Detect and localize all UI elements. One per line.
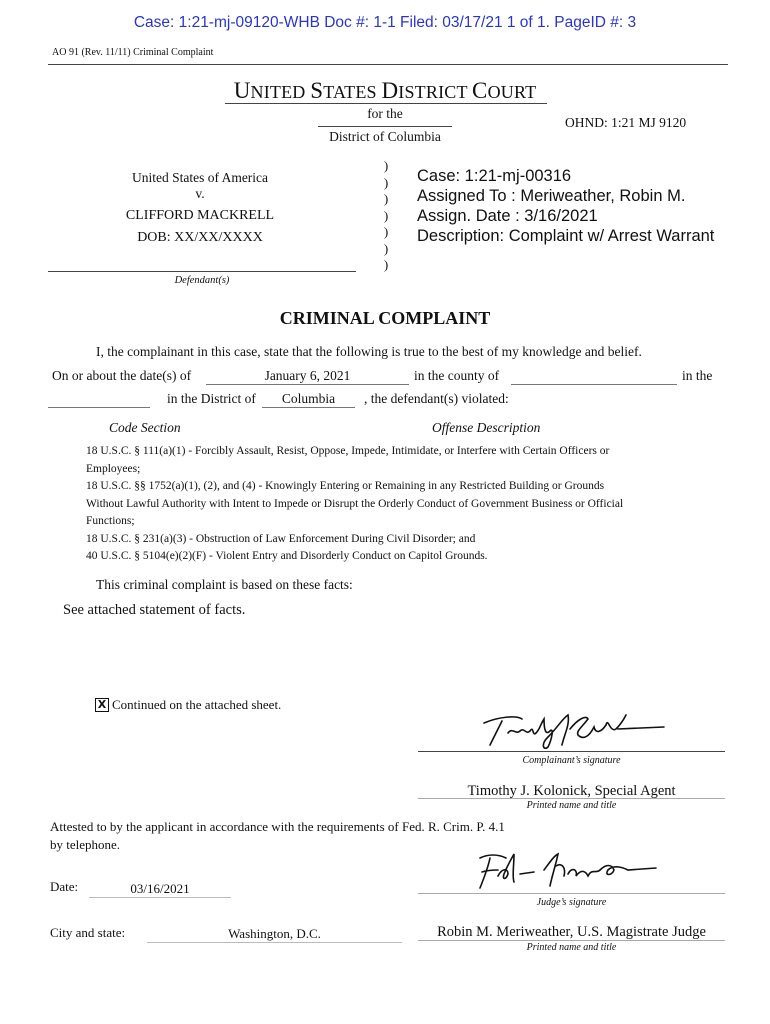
complaint-intro: I, the complainant in this case, state that the following is true to the best of my knowledge and belief. xyxy=(96,344,642,359)
county-field xyxy=(511,368,677,385)
assigned-to: Assigned To : Meriweather, Robin M. xyxy=(417,187,686,205)
offense-list xyxy=(86,443,696,566)
county-label: in the county of xyxy=(414,368,500,383)
judge-printed-name-label: Printed name and title xyxy=(526,942,617,953)
offense-line: Without Lawful Authority with Intent to Impede or Disrupt the Orderly Conduct of Government Business or Official xyxy=(86,497,624,510)
code-section-header: Code Section xyxy=(109,420,181,435)
assign-date: Assign. Date : 3/16/2021 xyxy=(417,207,598,225)
continued-label: Continued on the attached sheet. xyxy=(112,697,282,712)
document-title: CRIMINAL COMPLAINT xyxy=(279,308,491,328)
versus-label: v. xyxy=(195,186,205,201)
header-divider xyxy=(48,64,728,65)
district-name: District of Columbia xyxy=(329,129,441,144)
offense-line: Functions; xyxy=(86,515,135,527)
date-label: Date: xyxy=(50,879,79,894)
based-on-facts-label: This criminal complaint is based on these facts: xyxy=(96,577,353,592)
offense-line: 18 U.S.C. § 111(a)(1) - Forcibly Assault, Resist, Oppose, Impede, Intimidate, or Interfere with Certain Officers or xyxy=(86,445,610,457)
caption-parentheses: ) ) ) ) ) ) ) xyxy=(383,158,389,272)
offense-description-header: Offense Description xyxy=(432,420,541,435)
complainant-signature-line xyxy=(418,751,725,752)
defendant-dob: DOB: XX/XX/XXXX xyxy=(137,230,263,245)
district-field: Columbia xyxy=(262,391,355,408)
complainant-name: Timothy J. Kolonick, Special Agent xyxy=(467,783,676,799)
offense-line: 18 U.S.C. §§ 1752(a)(1), (2), and (4) - Knowingly Entering or Remaining in any Restricted Building or Grounds xyxy=(86,480,605,492)
defendant-name: CLIFFORD MACKRELL xyxy=(125,208,275,223)
violated-label: , the defendant(s) violated: xyxy=(364,391,509,406)
defendant-label: Defendant(s) xyxy=(174,275,230,286)
case-number: Case: 1:21-mj-00316 xyxy=(417,167,572,185)
offense-line: 40 U.S.C. § 5104(e)(2)(F) - Violent Entry and Disorderly Conduct on Capitol Grounds. xyxy=(86,550,488,562)
district-of-label: in the District of xyxy=(167,391,256,406)
district-line xyxy=(318,126,452,127)
offense-date-field: January 6, 2021 xyxy=(206,368,409,385)
signing-date-field: 03/16/2021 xyxy=(89,881,231,898)
on-or-about-label: On or about the date(s) of xyxy=(52,368,192,383)
offense-line: 18 U.S.C. § 231(a)(3) - Obstruction of Law Enforcement During Civil Disorder; and xyxy=(86,532,476,545)
judge-name: Robin M. Meriweather, U.S. Magistrate Judge xyxy=(437,924,706,940)
form-identifier: AO 91 (Rev. 11/11) Criminal Complaint xyxy=(52,47,214,58)
filing-stamp: Case: 1:21-mj-09120-WHB Doc #: 1-1 Filed: 03/17/21 1 of 1. PageID #: 3 xyxy=(133,14,637,31)
offense-line: Employees; xyxy=(86,462,141,475)
complainant-name-line xyxy=(418,798,725,799)
in-the-label: in the xyxy=(682,368,713,383)
judge-signature xyxy=(472,846,662,894)
facts-statement: See attached statement of facts. xyxy=(63,602,246,618)
case-assignment-stamp xyxy=(417,166,714,246)
attestation-text: Attested to by the applicant in accordance with the requirements of Fed. R. Crim. P. 4.1 xyxy=(50,819,505,834)
for-the-label: for the xyxy=(367,106,403,121)
judge-signature-label: Judge’s signature xyxy=(536,897,607,908)
defendant-line xyxy=(48,271,356,272)
complainant-signature xyxy=(478,705,668,755)
plaintiff-name: United States of America xyxy=(131,170,269,185)
court-name-underline xyxy=(225,103,547,104)
judge-name-line xyxy=(418,940,725,941)
ohnd-case-number: OHND: 1:21 MJ 9120 xyxy=(565,115,687,130)
case-description: Description: Complaint w/ Arrest Warrant xyxy=(417,227,715,245)
city-state-field: Washington, D.C. xyxy=(147,926,402,943)
attestation-method: by telephone. xyxy=(50,837,121,852)
complainant-signature-label: Complainant’s signature xyxy=(522,755,621,766)
judge-signature-line xyxy=(418,893,725,894)
court-name: UNITED STATES DISTRICT COURT xyxy=(233,78,537,103)
printed-name-label: Printed name and title xyxy=(526,800,617,811)
city-state-label: City and state: xyxy=(50,925,126,940)
district-blank-field xyxy=(48,391,150,408)
continued-checkbox[interactable]: X xyxy=(95,698,109,712)
